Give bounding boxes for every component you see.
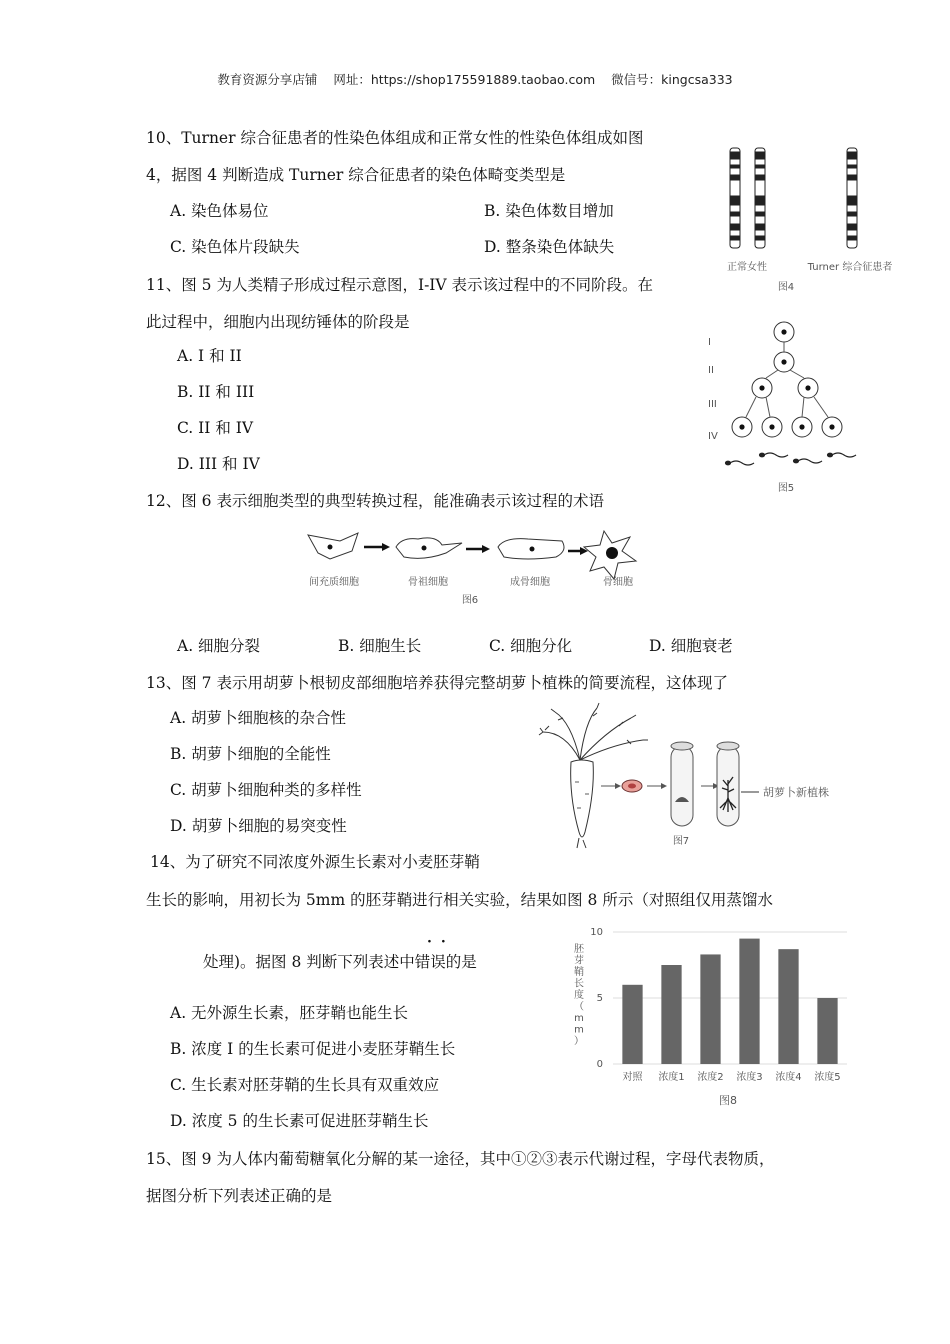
q14-stem-line2: 生长的影响，用初长为 5mm 的胚芽鞘进行相关实验，结果如图 8 所示（对照组仅用蒸馏水 [146, 891, 773, 909]
q13-option-b: B. 胡萝卜细胞的全能性 [170, 745, 331, 763]
chart-x-tick-1: 浓度1 [658, 1072, 685, 1083]
chromosome-x-turner [847, 148, 857, 248]
q11-option-d: D. III 和 IV [177, 455, 260, 473]
q10-option-a: A. 染色体易位 [170, 202, 269, 220]
q14-option-a: A. 无外源生长素，胚芽鞘也能生长 [170, 1004, 409, 1022]
fig6-label-osteoblast: 成骨细胞 [510, 577, 550, 588]
header-shop: 教育资源分享店铺 [217, 72, 318, 87]
chart-x-tick-2: 浓度2 [697, 1072, 724, 1083]
q12-option-a: A. 细胞分裂 [177, 637, 261, 655]
chart-bar-1 [661, 965, 681, 1064]
emphasis-dots: ·· [427, 934, 455, 950]
q10-stem-line1: 10、Turner 综合征患者的性染色体组成和正常女性的性染色体组成如图 [146, 129, 644, 147]
q14-stem-line3 [203, 952, 477, 972]
q12-stem-line1: 12、图 6 表示细胞类型的典型转换过程，能准确表示该过程的术语 [146, 492, 604, 510]
q15-stem-line1: 15、图 9 为人体内葡萄糖氧化分解的某一途径，其中①②③表示代谢过程，字母代表物质， [146, 1150, 775, 1168]
fig5-stage-3: III [708, 399, 717, 410]
chart-x-tick-4: 浓度4 [775, 1072, 802, 1083]
q14-stem-line3-post: 的是 [445, 953, 477, 971]
fig4-label-normal: 正常女性 [727, 262, 767, 273]
fig5-stage-4: IV [708, 431, 718, 442]
q10-option-c: C. 染色体片段缺失 [170, 238, 300, 256]
figure-4-chromosomes [700, 140, 920, 300]
chart-x-tick-3: 浓度3 [736, 1072, 763, 1083]
q11-option-c: C. II 和 IV [177, 419, 254, 437]
fig6-label-osteoprogenitor: 骨祖细胞 [408, 577, 448, 588]
q13-option-d: D. 胡萝卜细胞的易突变性 [170, 817, 347, 835]
q12-option-d: D. 细胞衰老 [649, 637, 733, 655]
fig6-caption: 图6 [461, 595, 479, 606]
q10-stem-line2: 4，据图 4 判断造成 Turner 综合征患者的染色体畸变类型是 [146, 166, 566, 184]
carrot-root [571, 760, 594, 837]
q11-option-b: B. II 和 III [177, 383, 255, 401]
carrot-leaves [539, 703, 648, 760]
q13-option-a: A. 胡萝卜细胞核的杂合性 [170, 709, 347, 727]
chart-bar-4 [778, 949, 798, 1064]
fig5-caption: 图5 [777, 483, 795, 494]
chart-y-axis-label: 胚芽鞘长度（ m m ） [574, 944, 584, 1047]
figure-5-spermatogenesis [700, 315, 870, 500]
q14-option-d: D. 浓度 5 的生长素可促进胚芽鞘生长 [170, 1112, 429, 1130]
page-header [0, 70, 950, 88]
fig7-label-new-plant: 胡萝卜新植株 [763, 786, 829, 799]
q15-stem-line2: 据图分析下列表述正确的是 [146, 1187, 333, 1205]
chromosome-x-2 [755, 148, 765, 248]
figure-6-cell-types [300, 523, 660, 608]
chromosome-x-1 [730, 148, 740, 248]
fig5-stage-1: I [708, 337, 711, 348]
fig6-label-mesenchymal: 间充质细胞 [309, 577, 359, 588]
q14-stem-line3-pre: 处理)。据图 8 判断下列表述中 [203, 953, 415, 971]
test-tube-callus [671, 742, 693, 826]
chart-bar-0 [622, 985, 642, 1064]
q10-option-d: D. 整条染色体缺失 [484, 238, 615, 256]
q14-option-c: C. 生长素对胚芽鞘的生长具有双重效应 [170, 1076, 440, 1094]
q11-stem-line1: 11、图 5 为人类精子形成过程示意图，I-IV 表示该过程中的不同阶段。在 [146, 276, 654, 294]
chart-x-tick-5: 浓度5 [814, 1072, 841, 1083]
chart-x-tick-0: 对照 [622, 1072, 643, 1083]
mesenchymal-cell [308, 533, 358, 559]
chart-y-tick-2: 10 [590, 927, 603, 938]
fig7-caption: 图7 [672, 836, 690, 847]
fig4-caption: 图4 [777, 282, 795, 293]
q11-option-a: A. I 和 II [177, 347, 242, 365]
q11-stem-line2: 此过程中，细胞内出现纺锤体的阶段是 [146, 313, 410, 331]
q14-stem-emphasis: 错误 [414, 953, 446, 971]
figure-8-bar-chart [565, 922, 855, 1112]
chart-bar-5 [817, 998, 837, 1064]
q10-option-b: B. 染色体数目增加 [484, 202, 614, 220]
osteoprogenitor-cell [396, 538, 462, 558]
q12-option-b: B. 细胞生长 [338, 637, 422, 655]
q13-option-c: C. 胡萝卜细胞种类的多样性 [170, 781, 362, 799]
fig4-label-turner: Turner 综合征患者 [807, 262, 893, 273]
q14-stem-line1: 14、为了研究不同浓度外源生长素对小麦胚芽鞘 [150, 853, 480, 871]
q13-stem-line1: 13、图 7 表示用胡萝卜根韧皮部细胞培养获得完整胡萝卜植株的简要流程，这体现了 [146, 674, 728, 692]
q12-option-c: C. 细胞分化 [489, 637, 573, 655]
chart-bar-3 [739, 939, 759, 1064]
test-tube-plantlet [717, 742, 739, 826]
chart-y-tick-0: 0 [596, 1059, 603, 1070]
header-wechat: 微信号：kingcsa333 [611, 72, 733, 87]
chart-bar-2 [700, 954, 720, 1064]
chart-y-tick-1: 5 [596, 993, 603, 1004]
header-url: 网址：https://shop175591889.taobao.com [333, 72, 596, 87]
q14-option-b: B. 浓度 I 的生长素可促进小麦胚芽鞘生长 [170, 1040, 456, 1058]
figure-7-carrot-culture [535, 702, 855, 852]
fig6-label-osteocyte: 骨细胞 [603, 577, 633, 588]
chart-caption: 图8 [719, 1094, 737, 1107]
fig5-stage-2: II [708, 365, 714, 376]
